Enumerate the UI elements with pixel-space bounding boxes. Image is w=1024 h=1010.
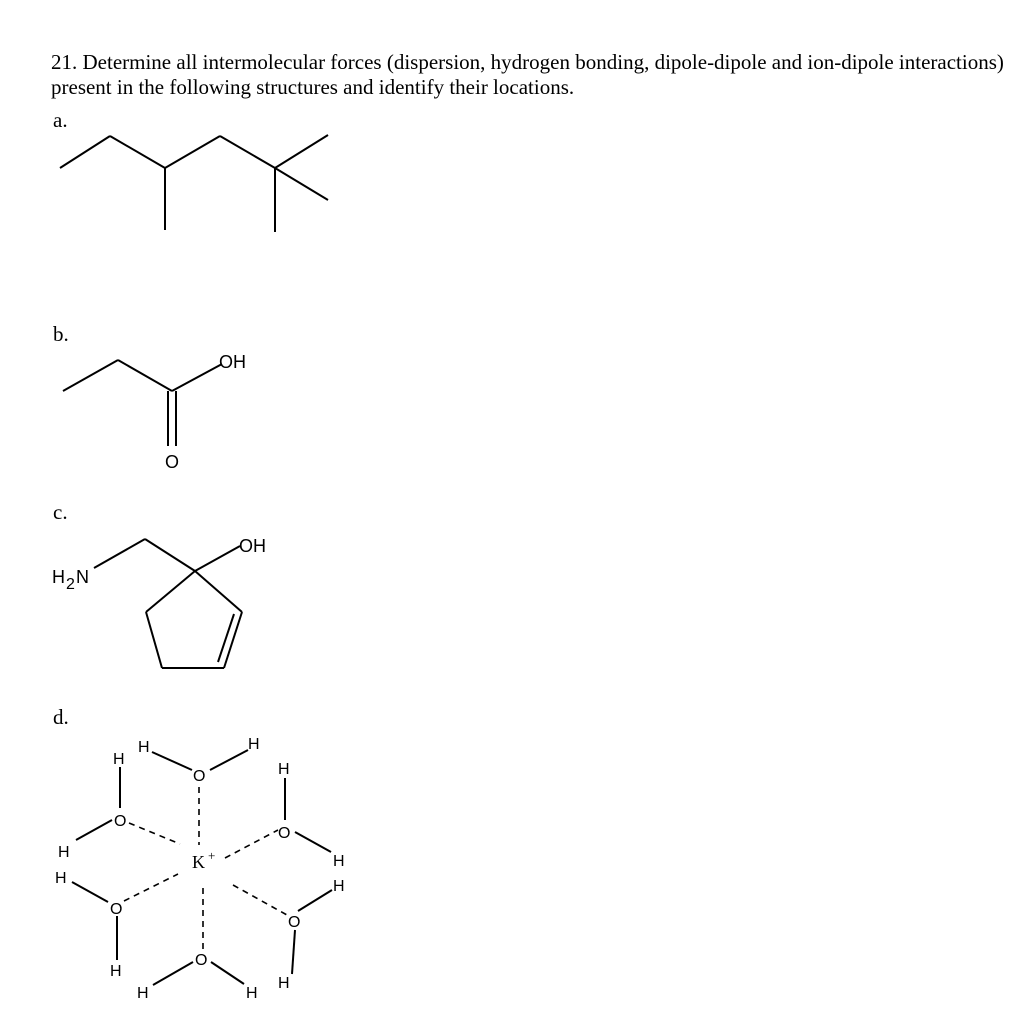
- question-text: 21. Determine all intermolecular forces (dispersion, hydrogen bonding, dipole-dipole and ion-dipole interactions) present in the following structures and identify their locations.: [51, 50, 1004, 99]
- d-h-upper-right-top: H: [278, 761, 290, 778]
- c-nh2-n: N: [76, 567, 89, 587]
- c-nh2-subscript: 2: [66, 576, 75, 593]
- structure-c-aminomethyl-cyclopentenol: [52, 536, 266, 668]
- part-b-label: b.: [53, 322, 69, 346]
- d-o-lower-left: O: [110, 901, 123, 918]
- d-h-top-left: H: [138, 739, 150, 756]
- b-o-label: O: [165, 452, 180, 472]
- d-o-upper-left: O: [114, 813, 127, 830]
- d-o-lower-right: O: [288, 914, 301, 931]
- part-a-label: a.: [53, 108, 68, 132]
- structure-b-propanoic-acid: [63, 352, 246, 472]
- d-h-lower-left-bottom: H: [110, 963, 122, 980]
- structure-d-potassium-hydrate: [55, 736, 345, 1002]
- d-h-upper-right-side: H: [333, 853, 345, 870]
- part-c-label: c.: [53, 500, 68, 524]
- d-o-bottom: O: [195, 952, 208, 969]
- d-o-upper-right: O: [278, 825, 291, 842]
- b-oh-label: OH: [219, 352, 246, 372]
- structure-a-skeletal: [60, 135, 328, 232]
- part-d-label: d.: [53, 705, 69, 729]
- d-h-upper-left-side: H: [58, 844, 70, 861]
- d-h-top-right: H: [248, 736, 260, 753]
- d-h-upper-left-top: H: [113, 751, 125, 768]
- c-nh2-h: H: [52, 567, 65, 587]
- d-k-ion: K: [192, 852, 205, 872]
- d-k-charge: +: [208, 848, 216, 863]
- d-h-lower-right-bottom: H: [278, 975, 290, 992]
- c-oh-label: OH: [239, 536, 266, 556]
- d-h-bottom-left: H: [137, 985, 149, 1002]
- d-h-lower-left-side: H: [55, 870, 67, 887]
- d-h-bottom-right: H: [246, 985, 258, 1002]
- d-h-lower-right-side: H: [333, 878, 345, 895]
- d-o-top: O: [193, 768, 206, 785]
